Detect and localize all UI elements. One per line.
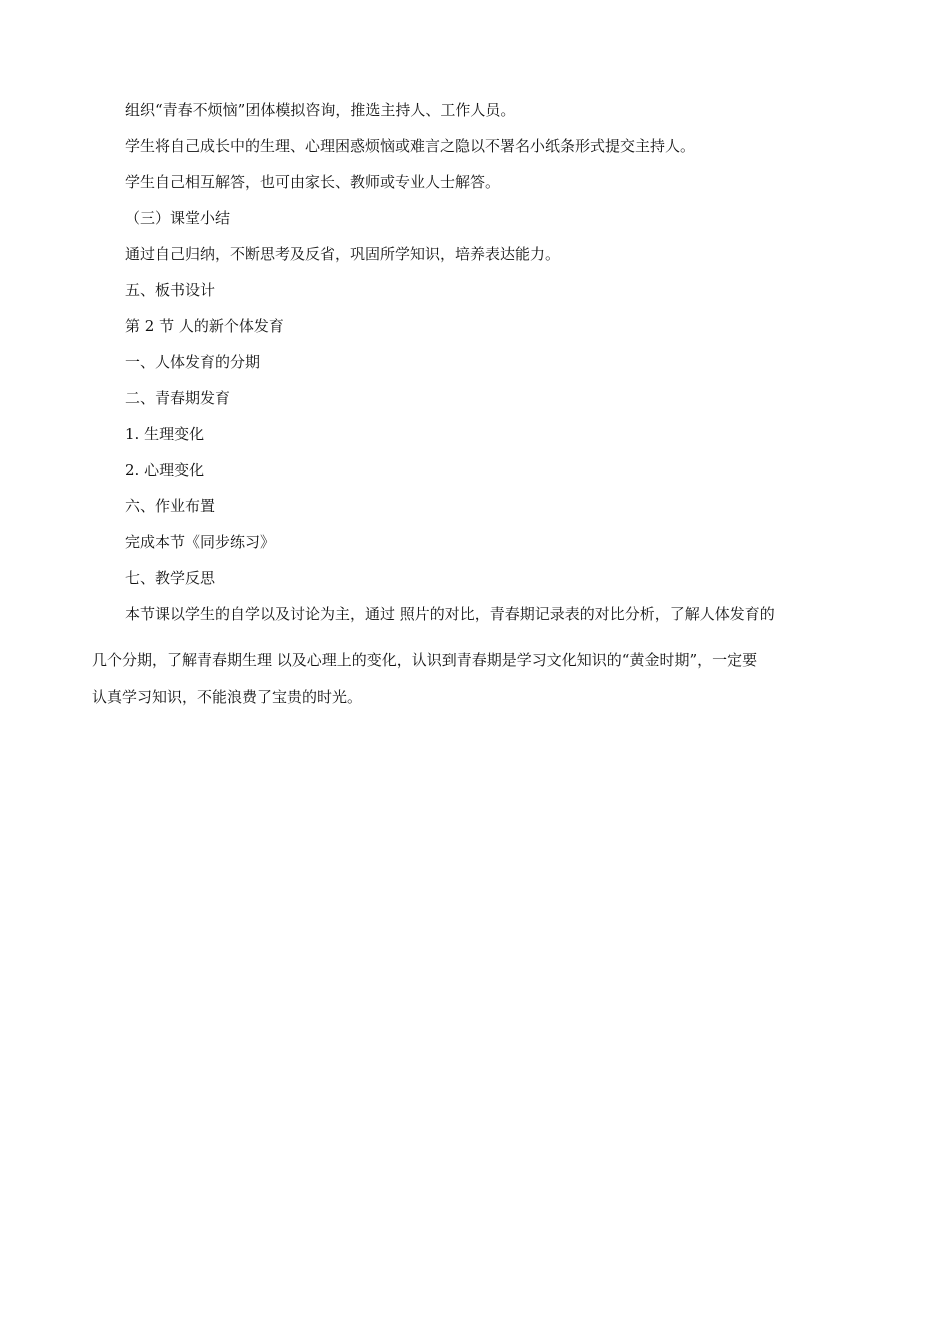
text-line-submit-questions: 学生将自己成长中的生理、心理困惑烦恼或难言之隐以不署名小纸条形式提交主持人。 <box>125 137 696 155</box>
text-line-stages: 一、人体发育的分期 <box>125 353 261 371</box>
text-line-answers: 学生自己相互解答，也可由家长、教师或专业人士解答。 <box>125 173 501 191</box>
section-heading-summary: （三）课堂小结 <box>125 209 231 227</box>
text-line-homework: 完成本节《同步练习》 <box>125 533 276 551</box>
text-line-consultation: 组织“青春不烦恼”团体模拟咨询，推选主持人、工作人员。 <box>125 101 516 119</box>
reflection-line-3: 认真学习知识，不能浪费了宝贵的时光。 <box>92 688 363 706</box>
text-line-puberty: 二、青春期发育 <box>125 389 231 407</box>
section-heading-reflection: 七、教学反思 <box>125 569 216 587</box>
reflection-line-1: 本节课以学生的自学以及讨论为主，通过 照片的对比，青春期记录表的对比分析，了解人体发育的 <box>125 605 775 623</box>
text-line-physical-changes: 1. 生理变化 <box>125 425 205 443</box>
text-line-lesson-title: 第 2 节 人的新个体发育 <box>125 317 284 335</box>
text-line-summary: 通过自己归纳，不断思考及反省，巩固所学知识，培养表达能力。 <box>125 245 561 263</box>
section-heading-board-design: 五、板书设计 <box>125 281 216 299</box>
section-heading-homework: 六、作业布置 <box>125 497 216 515</box>
reflection-line-2: 几个分期，了解青春期生理 以及心理上的变化，认识到青春期是学习文化知识的“黄金时期”，一定要 <box>92 651 758 669</box>
text-line-mental-changes: 2. 心理变化 <box>125 461 205 479</box>
